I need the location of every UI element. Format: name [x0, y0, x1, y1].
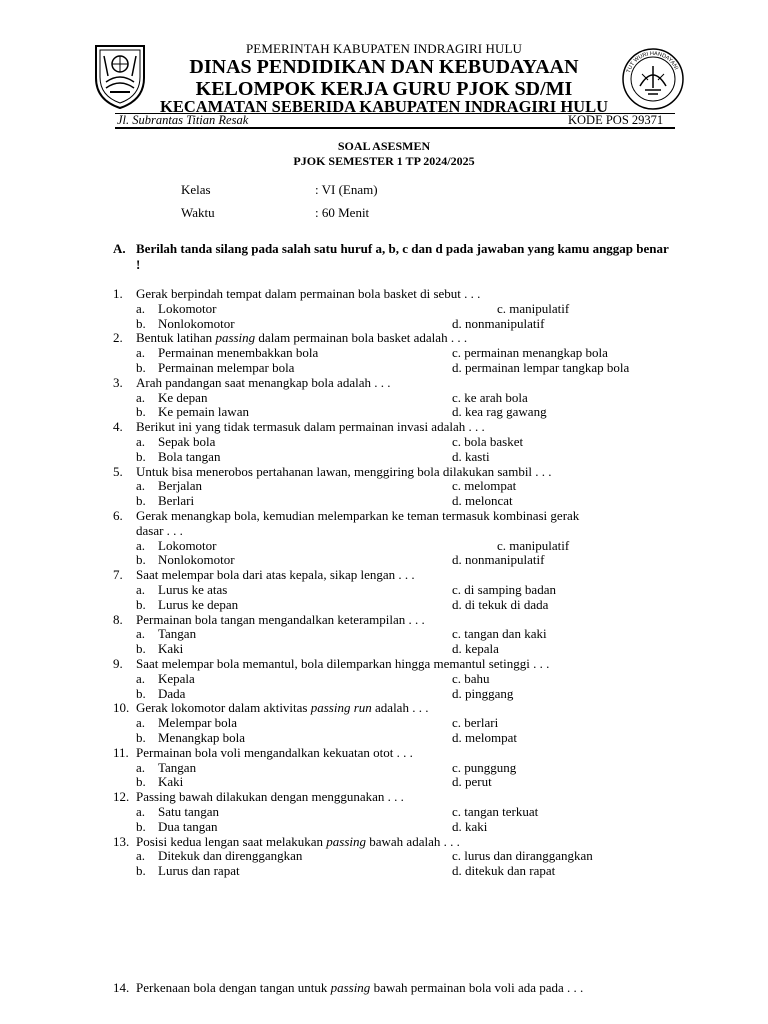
option-c[interactable]: c. berlari	[452, 715, 499, 731]
question-text: Permainan bola voli mengandalkan kekuatan otot . . .	[136, 744, 413, 760]
option-c[interactable]: c. bola basket	[452, 434, 524, 449]
time-label: Waktu	[181, 205, 215, 220]
question-text: Gerak berpindah tempat dalam permainan bola basket di sebut . . .	[136, 286, 481, 301]
option-b-letter: b.	[136, 685, 146, 701]
exam-title: SOAL ASESMEN	[337, 139, 431, 153]
option-a-letter: a.	[136, 434, 146, 449]
option-a[interactable]: Melempar bola	[158, 715, 238, 731]
option-b-letter: b.	[136, 552, 146, 568]
option-d[interactable]: d. kaki	[452, 818, 488, 834]
option-b[interactable]: Lurus dan rapat	[158, 863, 240, 879]
option-b[interactable]: Nonlokomotor	[158, 552, 235, 568]
option-a-letter: a.	[136, 300, 146, 316]
postal-code: KODE POS 29371	[568, 113, 664, 127]
question-number: 11.	[113, 744, 129, 760]
question-text: Bentuk latihan passing dalam permainan bola basket adalah . . .	[136, 330, 468, 346]
option-d[interactable]: d. kepala	[452, 641, 499, 657]
option-b[interactable]: Ke pemain lawan	[158, 404, 249, 420]
question-text: Passing bawah dilakukan dengan menggunakan . . .	[136, 789, 404, 805]
exam-subtitle: PJOK SEMESTER 1 TP 2024/2025	[293, 154, 475, 168]
option-a[interactable]: Kepala	[158, 670, 195, 686]
option-b-letter: b.	[136, 730, 146, 745]
option-a-letter: a.	[136, 345, 146, 361]
question-number: 7.	[113, 567, 123, 583]
option-b-letter: b.	[136, 493, 146, 509]
option-a-letter: a.	[136, 478, 146, 494]
question-text: Arah pandangan saat menangkap bola adalah . . .	[136, 374, 391, 390]
option-b[interactable]: Berlari	[158, 493, 195, 509]
option-b[interactable]: Dua tangan	[158, 818, 218, 834]
question-term: passing	[215, 330, 256, 346]
option-b-letter: b.	[136, 360, 146, 375]
question-number: 6.	[113, 508, 123, 523]
question-text: Saat melempar bola dari atas kepala, sikap lengan . . .	[136, 567, 415, 583]
option-d[interactable]: d. kea rag gawang	[452, 404, 547, 420]
option-a-letter: a.	[136, 804, 146, 819]
option-c[interactable]: c. di samping badan	[452, 582, 556, 597]
question-text: Gerak menangkap bola, kemudian melemparkan ke teman termasuk kombinasi gerak	[136, 508, 580, 523]
option-a[interactable]: Berjalan	[158, 478, 203, 494]
district-name: KECAMATAN SEBERIDA KABUPATEN INDRAGIRI HULU	[160, 97, 608, 116]
question-number: 9.	[113, 656, 123, 671]
time-value: : 60 Menit	[315, 205, 370, 220]
option-c[interactable]: c. lurus dan diranggangkan	[452, 848, 593, 864]
question-number: 12.	[113, 789, 130, 805]
option-b[interactable]: Nonlokomotor	[158, 315, 235, 331]
option-d[interactable]: d. kasti	[452, 448, 490, 464]
option-b-letter: b.	[136, 315, 146, 331]
option-d[interactable]: d. di tekuk di dada	[452, 596, 549, 612]
question-number: 10.	[113, 700, 130, 716]
option-b-letter: b.	[136, 448, 146, 464]
time-info	[181, 205, 370, 221]
option-b[interactable]: Permainan melempar bola	[158, 360, 295, 375]
logo-motto-text: TUT WURI HANDAYANI	[625, 50, 679, 74]
option-d[interactable]: d. pinggang	[452, 685, 514, 701]
address: Jl. Subrantas Titian Resak	[117, 113, 249, 127]
question-number: 2.	[113, 330, 123, 346]
option-a[interactable]: Lurus ke atas	[158, 582, 228, 597]
option-a[interactable]: Lokomotor	[158, 300, 217, 316]
question-text: Perkenaan bola dengan tangan untuk passing bawah permainan bola voli ada pada . . .	[136, 980, 584, 995]
section-instruction: Berilah tanda silang pada salah satu huruf a, b, c dan d pada jawaban yang kamu anggap benar !	[136, 241, 669, 272]
option-b-letter: b.	[136, 404, 146, 420]
option-a[interactable]: Ke depan	[158, 389, 208, 405]
question-text: Gerak lokomotor dalam aktivitas passing run adalah . . .	[136, 700, 429, 716]
option-a[interactable]: Ditekuk dan direnggangkan	[158, 848, 303, 864]
letterhead-rule-bottom	[115, 127, 675, 129]
department-name: DINAS PENDIDIKAN DAN KEBUDAYAAN	[189, 56, 579, 78]
option-d[interactable]: d. nonmanipulatif	[452, 552, 545, 568]
option-b[interactable]: Dada	[158, 685, 186, 701]
option-b[interactable]: Kaki	[158, 774, 184, 790]
option-b-letter: b.	[136, 818, 146, 834]
question-term: passing	[330, 980, 371, 995]
government-name: PEMERINTAH KABUPATEN INDRAGIRI HULU	[245, 41, 523, 56]
option-b[interactable]: Kaki	[158, 641, 184, 657]
option-a[interactable]: Sepak bola	[158, 434, 216, 449]
option-c[interactable]: c. manipulatif	[497, 300, 570, 316]
question-term: passing run	[310, 700, 372, 716]
question-number: 14.	[113, 980, 130, 995]
option-d[interactable]: d. ditekuk dan rapat	[452, 863, 556, 879]
option-c[interactable]: c. tangan dan kaki	[452, 626, 547, 642]
question-text: Untuk bisa menerobos pertahanan lawan, menggiring bola dilakukan sambil . . .	[136, 463, 552, 479]
question-number: 1.	[113, 286, 123, 301]
option-d[interactable]: d. melompat	[452, 730, 517, 745]
option-a[interactable]: Tangan	[158, 626, 197, 642]
option-a-letter: a.	[136, 759, 146, 775]
option-c[interactable]: c. manipulatif	[497, 537, 570, 553]
option-b[interactable]: Bola tangan	[158, 448, 221, 464]
option-b[interactable]: Lurus ke depan	[158, 596, 239, 612]
question-text: Posisi kedua lengan saat melakukan passing bawah adalah . . .	[136, 833, 460, 849]
question-text-continuation: dasar . . .	[136, 522, 183, 538]
option-a[interactable]: Permainan menembakkan bola	[158, 345, 319, 361]
question-number: 5.	[113, 463, 123, 479]
option-a-letter: a.	[136, 389, 146, 405]
class-label: Kelas	[181, 182, 211, 197]
option-b-letter: b.	[136, 863, 146, 879]
option-c[interactable]: c. bahu	[452, 670, 490, 686]
option-d[interactable]: d. meloncat	[452, 493, 513, 509]
option-a[interactable]: Lokomotor	[158, 537, 217, 553]
option-c[interactable]: c. permainan menangkap bola	[452, 345, 608, 361]
option-b-letter: b.	[136, 596, 146, 612]
option-b-letter: b.	[136, 641, 146, 657]
letterhead	[90, 42, 678, 116]
question-number: 3.	[113, 374, 123, 390]
option-c[interactable]: c. ke arah bola	[452, 389, 528, 405]
option-d[interactable]: d. permainan lempar tangkap bola	[452, 360, 630, 375]
option-b-letter: b.	[136, 774, 146, 790]
option-a-letter: a.	[136, 626, 146, 642]
section-letter: A.	[113, 241, 126, 256]
option-b[interactable]: Menangkap bola	[158, 730, 246, 745]
class-value: : VI (Enam)	[315, 182, 378, 197]
option-c[interactable]: c. melompat	[452, 478, 517, 494]
option-a-letter: a.	[136, 537, 146, 553]
question-number: 8.	[113, 611, 123, 627]
question-term: passing	[326, 833, 366, 849]
option-a[interactable]: Tangan	[158, 759, 197, 775]
option-c[interactable]: c. tangan terkuat	[452, 804, 539, 819]
option-a[interactable]: Satu tangan	[158, 804, 220, 819]
question-text: Permainan bola tangan mengandalkan keterampilan . . .	[136, 611, 425, 627]
option-d[interactable]: d. perut	[452, 774, 492, 790]
option-a-letter: a.	[136, 715, 146, 731]
option-d[interactable]: d. nonmanipulatif	[452, 315, 545, 331]
option-a-letter: a.	[136, 848, 146, 864]
class-info	[181, 182, 378, 198]
question-number: 4.	[113, 419, 123, 435]
option-a-letter: a.	[136, 670, 146, 686]
question-text: Saat melempar bola memantul, bola dilemparkan hingga memantul setinggi . . .	[136, 656, 550, 671]
teacher-group-name: KELOMPOK KERJA GURU PJOK SD/MI	[195, 78, 573, 100]
option-a-letter: a.	[136, 582, 146, 597]
option-c[interactable]: c. punggung	[452, 759, 517, 775]
question-text: Berikut ini yang tidak termasuk dalam permainan invasi adalah . . .	[136, 419, 485, 435]
question-number: 13.	[113, 833, 130, 849]
